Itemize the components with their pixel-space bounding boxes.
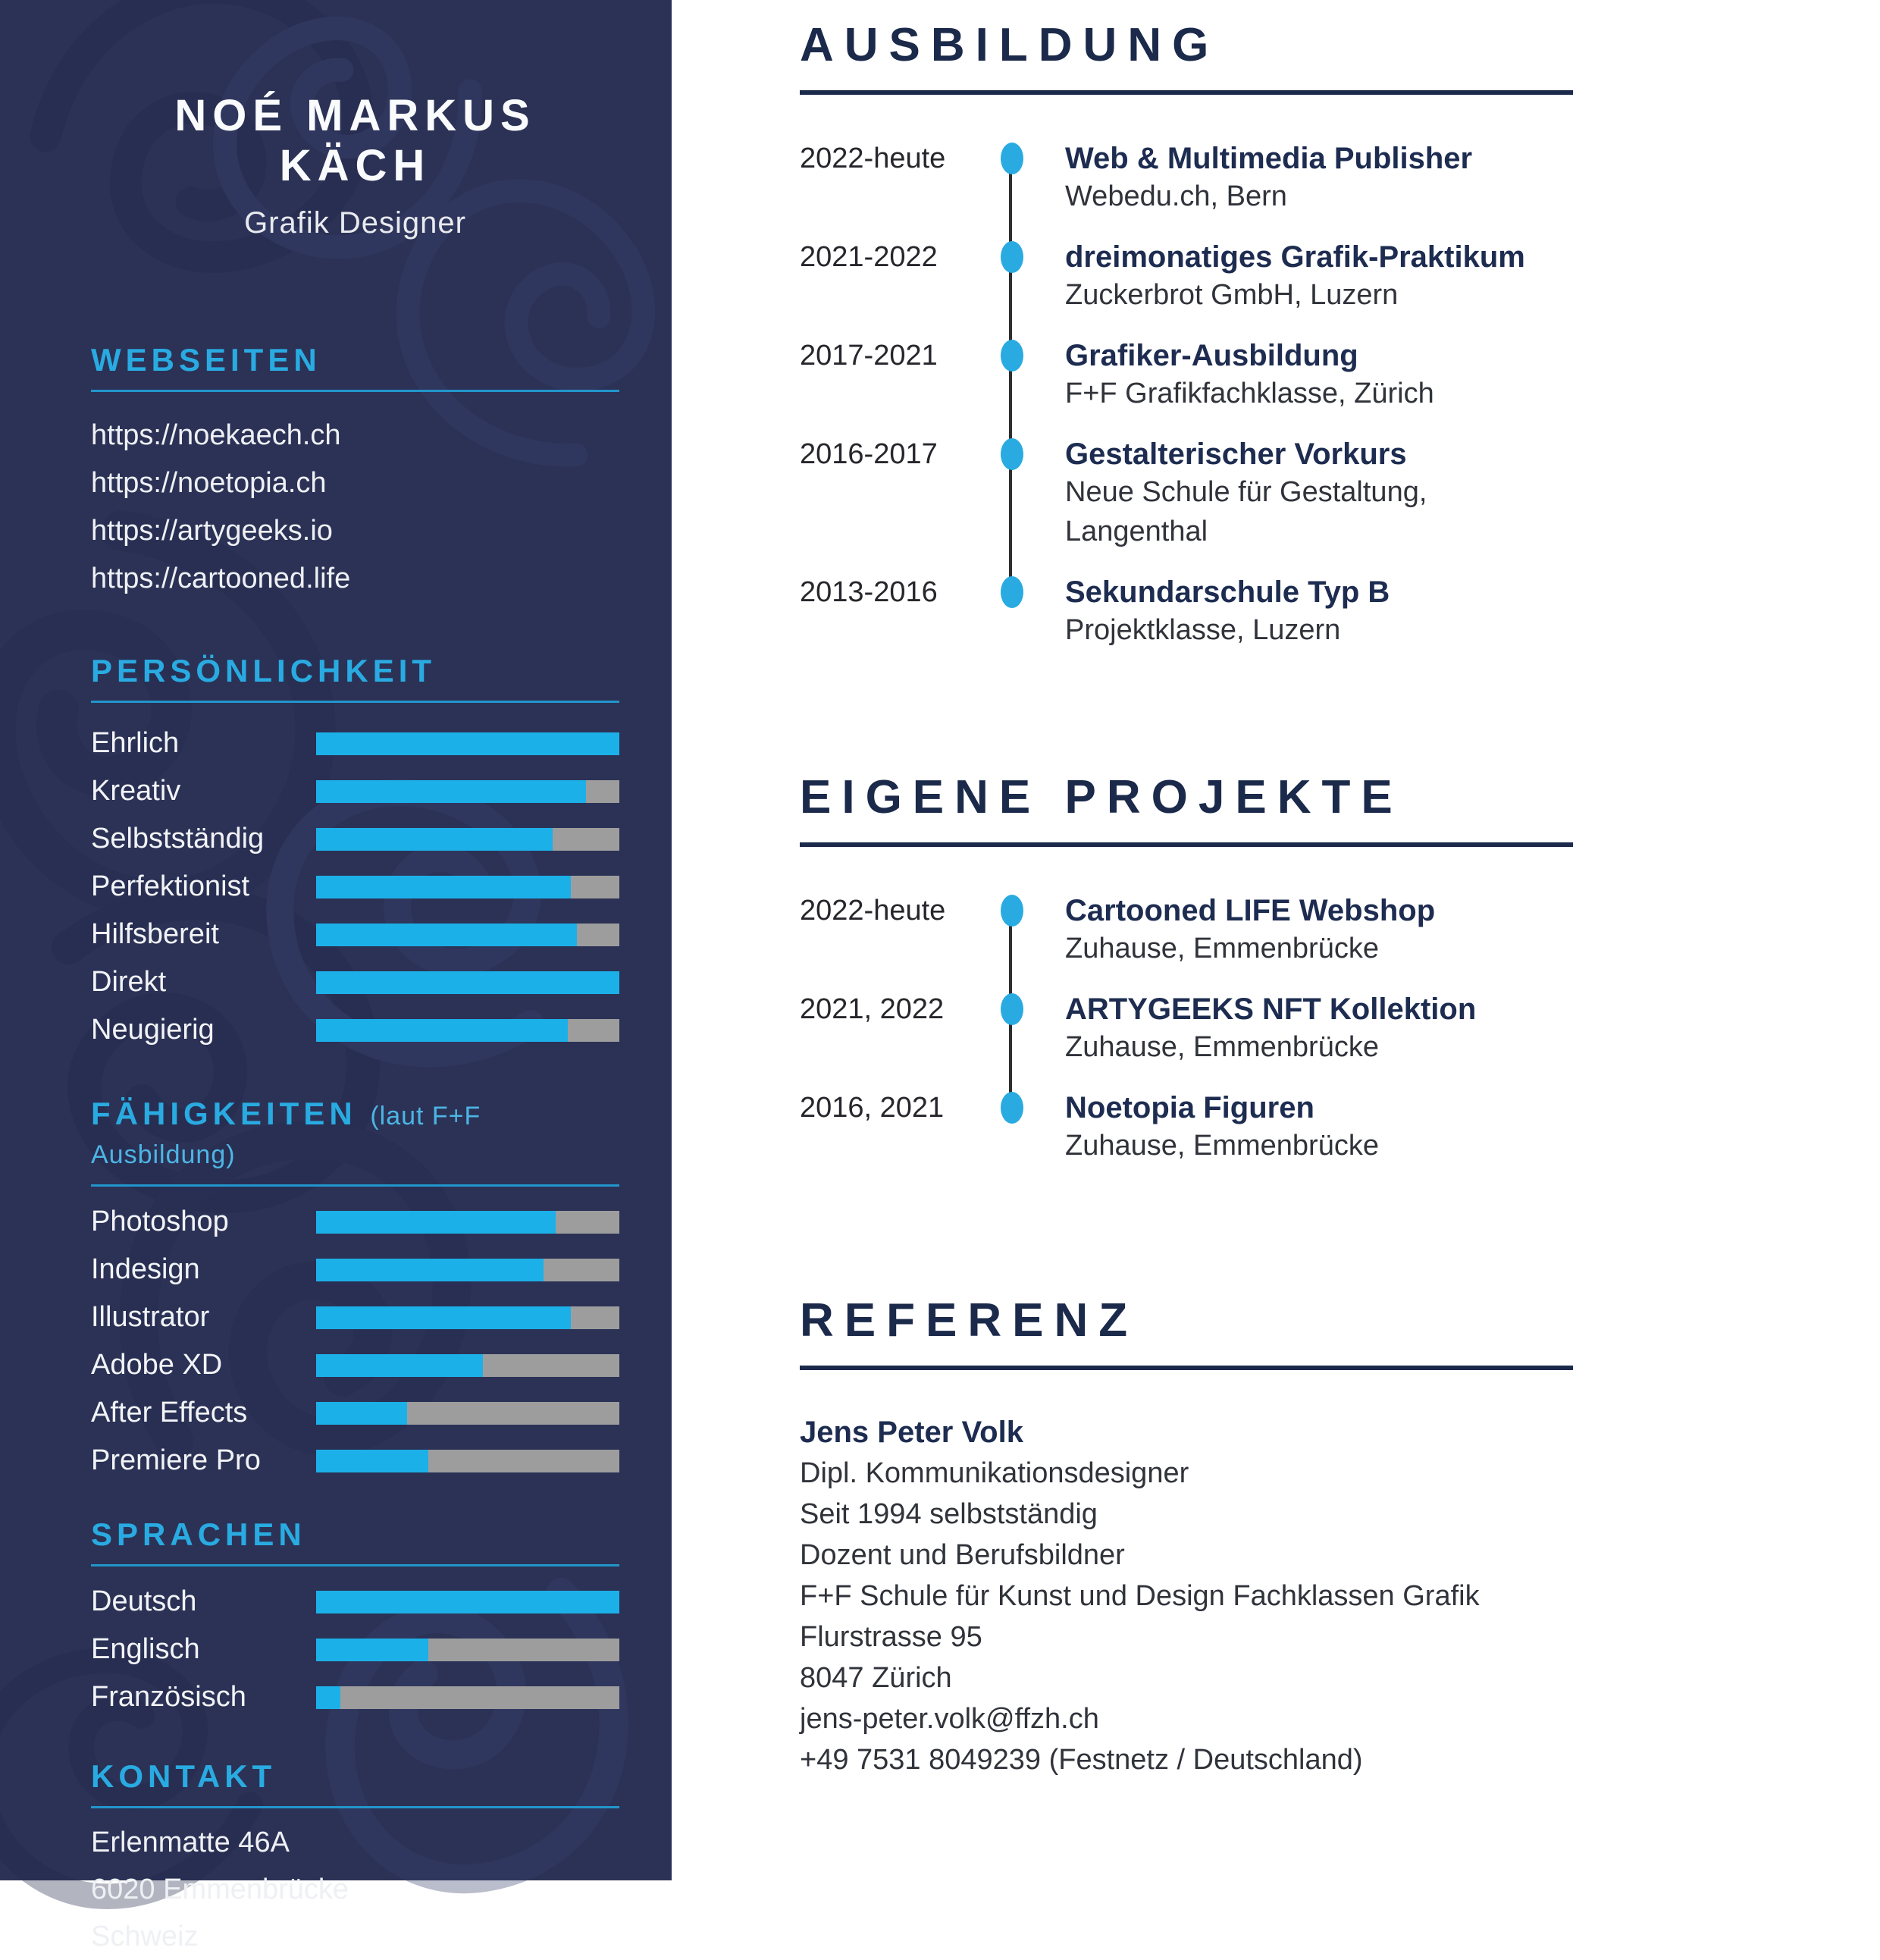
sidebar [0, 0, 672, 1952]
bar-fill [316, 1306, 571, 1329]
bar-fill [316, 876, 571, 898]
timeline-entry-text [1035, 239, 1573, 315]
skill-bar-row [91, 1006, 619, 1054]
section-divider [91, 701, 619, 703]
referenz-lines [800, 1453, 1573, 1780]
timeline-entry-subtitle: Zuhause, Emmenbrücke [1065, 1130, 1379, 1162]
timeline-entry-subtitle: Zuckerbrot GmbH, Luzern [1065, 279, 1399, 311]
contact-line: 6020 Emmenbrücke [91, 1874, 349, 1905]
website-link[interactable]: https://noetopia.ch [91, 467, 327, 499]
bar-fill [316, 1259, 544, 1281]
timeline-dot-icon [1001, 241, 1023, 273]
timeline-entry-subtitle: F+F Grafikfachklasse, Zürich [1065, 378, 1434, 409]
skill-bar-row [91, 863, 619, 911]
timeline-entry-subtitle: Zuhause, Emmenbrücke [1065, 1031, 1379, 1063]
timeline-period: 2016, 2021 [800, 1092, 945, 1124]
referenz-line: 8047 Zürich [800, 1662, 952, 1694]
bar-fill [316, 1354, 483, 1377]
referenz-line: F+F Schule für Kunst und Design Fachklassen Grafik [800, 1580, 1480, 1612]
website-link[interactable]: https://cartooned.life [91, 563, 351, 594]
timeline-entry-subtitle: Neue Schule für Gestaltung, [1065, 476, 1427, 508]
skill-bar-row [91, 958, 619, 1006]
skill-bar-row [91, 1246, 619, 1294]
referenz-line: +49 7531 8049239 (Festnetz / Deutschland) [800, 1744, 1363, 1776]
bar-label: Deutsch [91, 1585, 197, 1617]
bar-fill [316, 1686, 340, 1709]
skill-bar-row [91, 1578, 619, 1626]
section-divider [91, 1806, 619, 1808]
section-heading-sprachen: SPRACHEN [91, 1516, 306, 1552]
contact-line: Schweiz [91, 1921, 199, 1952]
referenz-line: Seit 1994 selbstständig [800, 1498, 1098, 1530]
timeline-entry-text [1035, 436, 1573, 551]
section-eigene-projekte [800, 771, 1573, 1165]
skills-heading-note: (laut F+F Ausbildung) [91, 1102, 481, 1169]
timeline-entry-title: Sekundarschule Typ B [1065, 575, 1390, 609]
bar-label: After Effects [91, 1397, 248, 1428]
timeline-entry-text [1035, 140, 1573, 216]
timeline-entry-title: Cartooned LIFE Webshop [1065, 894, 1436, 927]
bar-track [316, 1019, 619, 1042]
timeline-dot-icon [1001, 438, 1023, 470]
section-divider [91, 1564, 619, 1566]
website-list [91, 412, 619, 603]
timeline-entry-title: Noetopia Figuren [1065, 1091, 1314, 1124]
bar-track [316, 828, 619, 851]
website-link[interactable]: https://artygeeks.io [91, 515, 333, 547]
section-divider [91, 390, 619, 392]
timeline-period: 2017-2021 [800, 340, 938, 372]
bar-track [316, 1639, 619, 1661]
timeline-entry-title: ARTYGEEKS NFT Kollektion [1065, 993, 1477, 1026]
timeline-dot-icon [1001, 143, 1023, 174]
timeline-period: 2021-2022 [800, 241, 938, 273]
timeline-dot-icon [1001, 576, 1023, 608]
bar-label: Direkt [91, 966, 167, 998]
timeline-dot-column [989, 239, 1035, 315]
bar-fill [316, 924, 577, 946]
timeline-entry [800, 140, 1573, 216]
bar-label: Ehrlich [91, 727, 180, 759]
bar-label: Photoshop [91, 1206, 229, 1237]
projekte-title: EIGENE PROJEKTE [800, 771, 1403, 823]
section-heading-faehigkeiten [91, 1096, 619, 1173]
bar-label: Adobe XD [91, 1349, 223, 1381]
bar-label: Indesign [91, 1253, 200, 1285]
timeline-dot-icon [1001, 895, 1023, 927]
timeline-entry-subtitle: Webedu.ch, Bern [1065, 180, 1287, 212]
timeline-entry [800, 436, 1573, 551]
skill-bar-row [91, 1673, 619, 1721]
bar-track [316, 1211, 619, 1234]
person-role: Grafik Designer [244, 206, 466, 240]
ausbildung-title-rule [800, 90, 1573, 95]
referenz-person-name: Jens Peter Volk [800, 1416, 1023, 1449]
timeline-dot-column [989, 337, 1035, 413]
skill-bar-row [91, 767, 619, 815]
timeline-period: 2022-heute [800, 143, 946, 174]
timeline-entry-text [1035, 1090, 1573, 1165]
timeline-entry [800, 239, 1573, 315]
section-divider [91, 1184, 619, 1187]
skill-bar-row [91, 1294, 619, 1341]
timeline-entry-text [1035, 991, 1573, 1067]
ausbildung-title: AUSBILDUNG [800, 19, 1220, 71]
bar-track [316, 924, 619, 946]
skill-bar-row [91, 1437, 619, 1485]
bar-track [316, 1259, 619, 1281]
person-name: NOÉ MARKUS KÄCH [174, 91, 536, 190]
section-heading-persoenlichkeit: PERSÖNLICHKEIT [91, 653, 437, 688]
timeline-entry-title: Grafiker-Ausbildung [1065, 339, 1358, 372]
bar-label: Selbstständig [91, 823, 265, 855]
bar-label: Kreativ [91, 775, 181, 807]
bar-fill [316, 780, 586, 803]
bar-fill [316, 1639, 428, 1661]
timeline-dot-column [989, 892, 1035, 968]
referenz-block [800, 1412, 1573, 1780]
bar-fill [316, 1450, 428, 1472]
skill-bar-row [91, 815, 619, 863]
bar-fill [316, 732, 619, 755]
timeline-entry [800, 892, 1573, 968]
timeline-dot-icon [1001, 340, 1023, 372]
referenz-title: REFERENZ [800, 1294, 1139, 1347]
skills-heading-label: FÄHIGKEITEN [91, 1096, 357, 1131]
skill-bar-row [91, 1626, 619, 1673]
bar-track [316, 1354, 619, 1377]
section-referenz [800, 1294, 1573, 1780]
bar-track [316, 1306, 619, 1329]
bar-track [316, 971, 619, 994]
bar-label: Premiere Pro [91, 1444, 261, 1476]
bar-track [316, 732, 619, 755]
bar-label: Neugierig [91, 1014, 215, 1046]
skill-bar-row [91, 720, 619, 767]
bar-label: Englisch [91, 1633, 200, 1665]
timeline-entry-subtitle: Zuhause, Emmenbrücke [1065, 933, 1379, 964]
referenz-line: Dipl. Kommunikationsdesigner [800, 1457, 1189, 1489]
bar-fill [316, 1019, 568, 1042]
timeline-entry [800, 574, 1573, 650]
section-heading-kontakt: KONTAKT [91, 1758, 277, 1794]
timeline-period: 2021, 2022 [800, 993, 945, 1025]
bar-track [316, 876, 619, 898]
website-link[interactable]: https://noekaech.ch [91, 419, 341, 451]
skill-bar-row [91, 1341, 619, 1389]
timeline-entry [800, 991, 1573, 1067]
skill-bar-row [91, 1198, 619, 1246]
timeline-entry-title: dreimonatiges Grafik-Praktikum [1065, 240, 1525, 274]
bar-fill [316, 1402, 407, 1425]
bar-label: Hilfsbereit [91, 918, 219, 950]
referenz-line: Dozent und Berufsbildner [800, 1539, 1125, 1571]
bar-track [316, 1450, 619, 1472]
timeline-entry-subtitle: Projektklasse, Luzern [1065, 614, 1341, 646]
bar-label: Perfektionist [91, 870, 250, 902]
timeline-dot-column [989, 140, 1035, 216]
skill-bar-row [91, 911, 619, 958]
timeline-dot-column [989, 991, 1035, 1067]
bar-track [316, 1686, 619, 1709]
referenz-title-rule [800, 1366, 1573, 1370]
projekte-title-rule [800, 842, 1573, 847]
personality-bars [91, 720, 619, 1054]
contact-address [91, 1819, 619, 1960]
skill-bars [91, 1198, 619, 1485]
timeline-dot-column [989, 574, 1035, 650]
referenz-email[interactable]: jens-peter.volk@ffzh.ch [800, 1703, 1099, 1735]
timeline-dot-column [989, 436, 1035, 551]
timeline-period: 2016-2017 [800, 438, 938, 470]
bar-fill [316, 1591, 619, 1613]
timeline-dot-column [989, 1090, 1035, 1165]
timeline-dot-icon [1001, 993, 1023, 1025]
timeline-period: 2022-heute [800, 895, 946, 927]
timeline-dot-icon [1001, 1092, 1023, 1124]
main-column [800, 0, 1573, 1780]
section-ausbildung [800, 19, 1573, 650]
timeline-period: 2013-2016 [800, 576, 938, 608]
skill-bar-row [91, 1389, 619, 1437]
timeline-entry-text [1035, 574, 1573, 650]
timeline-entry-title: Gestalterischer Vorkurs [1065, 437, 1407, 471]
projekte-timeline [800, 892, 1573, 1165]
timeline-entry [800, 337, 1573, 413]
bar-label: Französisch [91, 1681, 246, 1713]
referenz-line: Flurstrasse 95 [800, 1621, 982, 1653]
bar-label: Illustrator [91, 1301, 210, 1333]
contact-line: Erlenmatte 46A [91, 1827, 290, 1858]
timeline-entry-subtitle: Langenthal [1065, 516, 1208, 547]
bar-fill [316, 828, 553, 851]
section-heading-webseiten: WEBSEITEN [91, 342, 321, 378]
bar-track [316, 780, 619, 803]
bar-fill [316, 971, 619, 994]
timeline-entry [800, 1090, 1573, 1165]
language-bars [91, 1578, 619, 1721]
bar-track [316, 1402, 619, 1425]
ausbildung-timeline [800, 140, 1573, 650]
bar-fill [316, 1211, 556, 1234]
timeline-entry-text [1035, 337, 1573, 413]
bar-track [316, 1591, 619, 1613]
timeline-entry-text [1035, 892, 1573, 968]
timeline-entry-title: Web & Multimedia Publisher [1065, 142, 1473, 175]
